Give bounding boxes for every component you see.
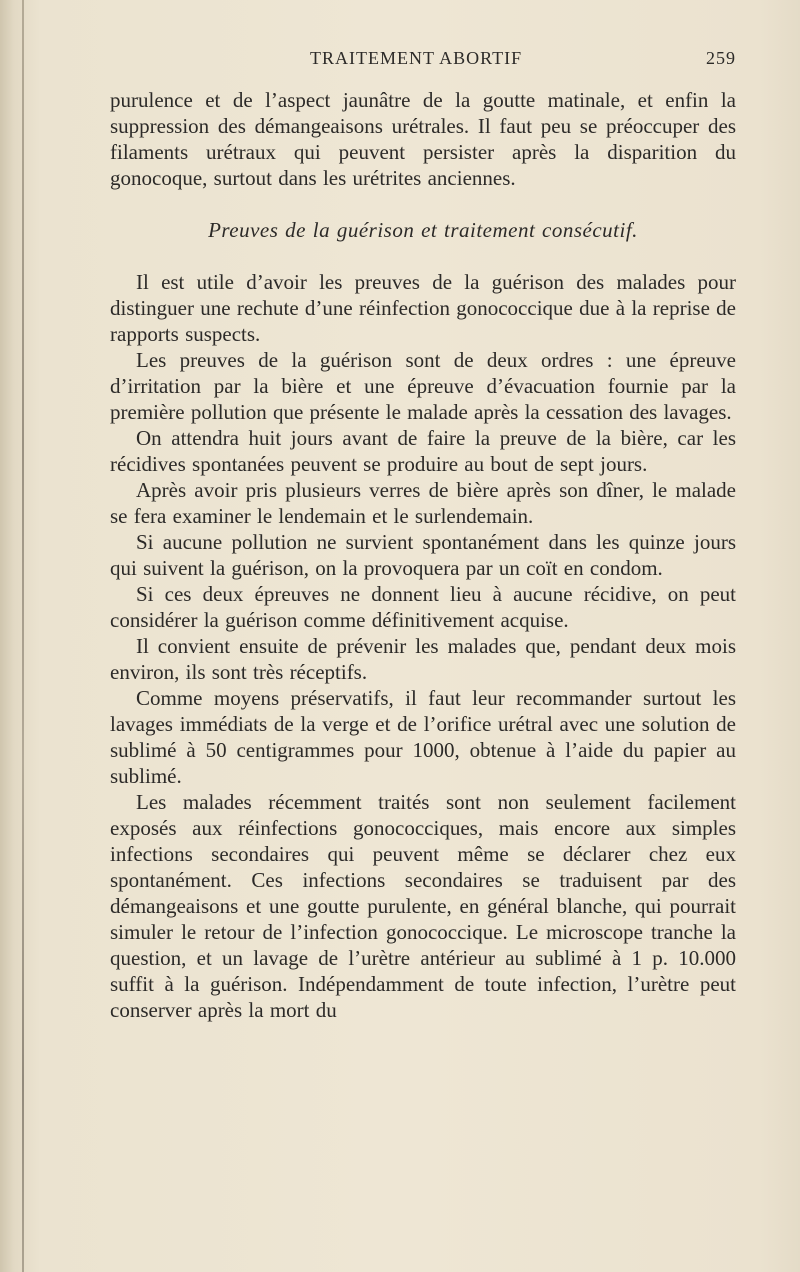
paragraph: purulence et de l’aspect jaunâtre de la goutte matinale, et enfin la suppression des démangeaisons urétrales. Il faut peu se préoccuper des filaments urétraux qui peuvent persister après la disparition du gonocoque, surtout dans les urétrites anciennes. (110, 88, 736, 190)
paragraph: Comme moyens préservatifs, il faut leur recommander surtout les lavages immédiats de la verge et de l’orifice urétral avec une solution de sublimé à 50 centigrammes pour 1000, obtenue à l’aide du papier au sublimé. (110, 686, 736, 788)
paragraph: Il est utile d’avoir les preuves de la guérison des malades pour distinguer une rechute d’une réinfection gonococcique due à la reprise de rapports suspects. (110, 270, 736, 346)
paragraph: Si ces deux épreuves ne donnent lieu à aucune récidive, on peut considérer la guérison comme définitivement acquise. (110, 582, 736, 632)
paragraph: Si aucune pollution ne survient spontanément dans les quinze jours qui suivent la guérison, on la provoquera par un coït en condom. (110, 530, 736, 580)
page-header (110, 48, 736, 72)
paragraph: Les malades récemment traités sont non seulement facilement exposés aux réinfections gonococciques, mais encore aux simples infections secondaires qui peuvent même se déclarer chez eux spontanément. Ces infections secondaires se traduisent par des démangeaisons et une goutte purulente, en général blanche, qui pourrait simuler le retour de l’infection gonococcique. Le microscope tranche la question, et un lavage de l’urètre antérieur au sublimé à 1 p. 10.000 suffit à la guérison. Indépendamment de toute infection, l’urètre peut conserver après la mort du (110, 790, 736, 1022)
paragraph: Il convient ensuite de prévenir les malades que, pendant deux mois environ, ils sont très réceptifs. (110, 634, 736, 684)
section-heading: Preuves de la guérison et traitement consécutif. (208, 218, 638, 242)
page-number: 259 (706, 48, 736, 68)
paragraph: Après avoir pris plusieurs verres de bière après son dîner, le malade se fera examiner le lendemain et le surlendemain. (110, 478, 736, 528)
running-title: TRAITEMENT ABORTIF (310, 48, 523, 68)
paragraph: On attendra huit jours avant de faire la preuve de la bière, car les récidives spontanées peuvent se produire au bout de sept jours. (110, 426, 736, 476)
paragraph: Les preuves de la guérison sont de deux ordres : une épreuve d’irritation par la bière et une épreuve d’évacuation fournie par la première pollution que présente le malade après la cessation des lavages. (110, 348, 736, 424)
binding-edge (22, 0, 24, 1272)
body-text (110, 87, 736, 1023)
